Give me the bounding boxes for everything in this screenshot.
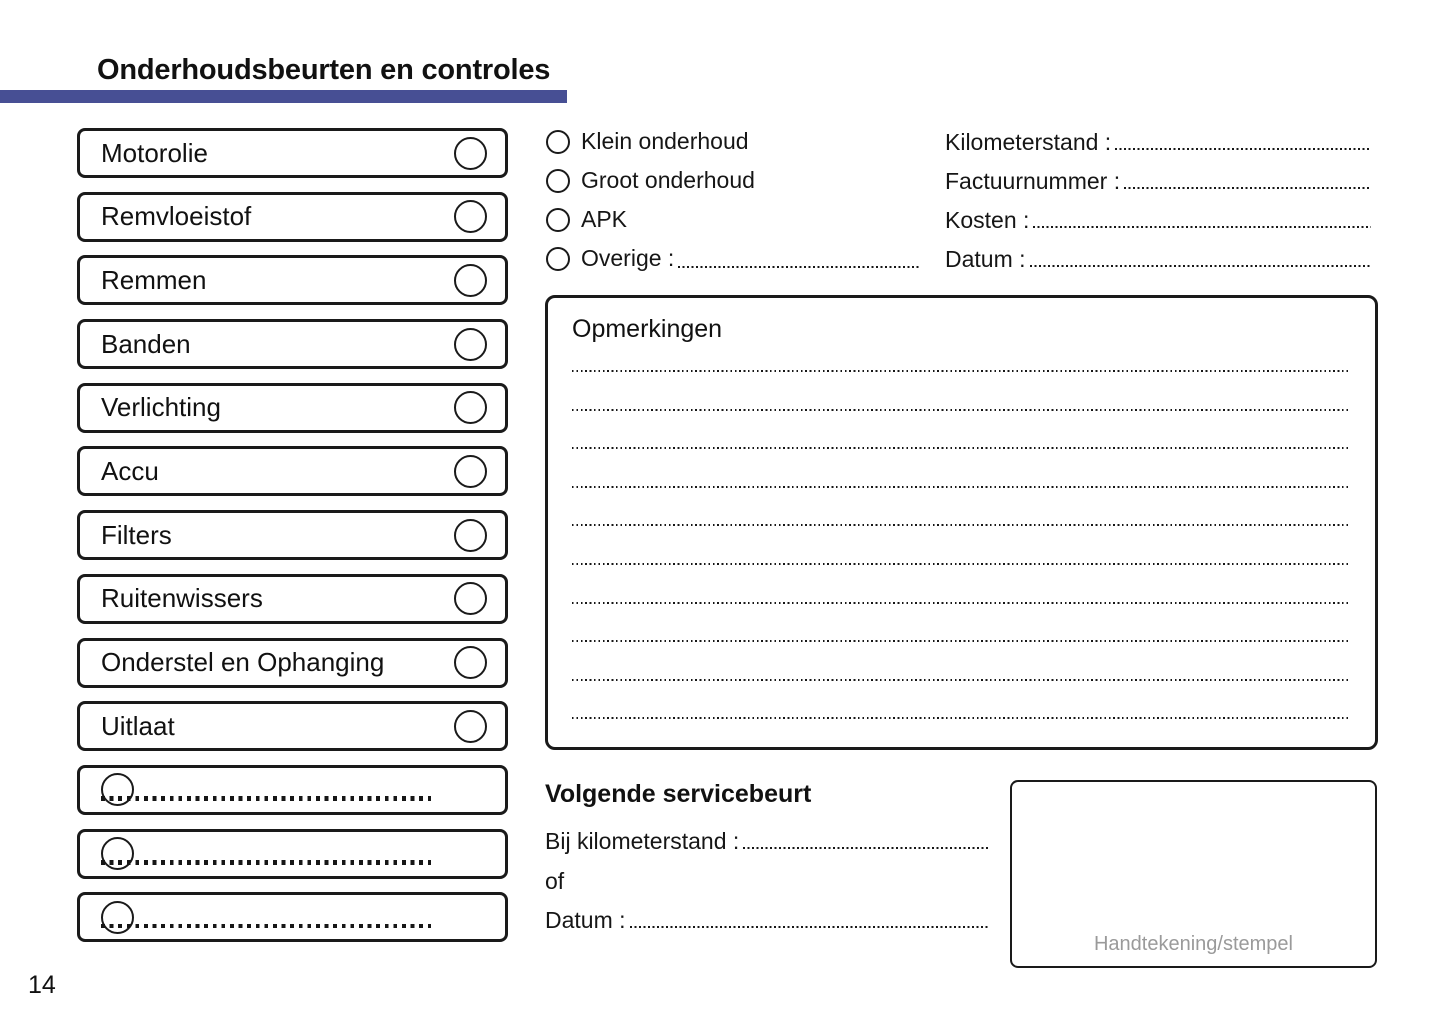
- write-in-line[interactable]: [1124, 187, 1371, 189]
- check-item-blank: [77, 829, 508, 879]
- check-item-label: Accu: [101, 455, 159, 486]
- check-item: [77, 383, 508, 433]
- service-type-label: Klein onderhoud: [581, 128, 749, 154]
- invoice-field-label: Kosten :: [945, 207, 1030, 233]
- service-type-option: [546, 128, 920, 155]
- next-service-field-label: Datum :: [545, 907, 626, 934]
- next-service-field-label: of: [545, 867, 565, 894]
- check-item: [77, 192, 508, 242]
- checkbox-circle[interactable]: [454, 710, 487, 743]
- check-item-label: Banden: [101, 328, 191, 359]
- check-item-label: Filters: [101, 519, 172, 550]
- invoice-field-label: Datum :: [945, 246, 1026, 272]
- check-item: [77, 446, 508, 496]
- invoice-field: [945, 207, 1371, 234]
- title-underline-bar: [0, 90, 567, 103]
- remarks-box: [545, 295, 1378, 750]
- page-title: Onderhoudsbeurten en controles: [97, 54, 551, 86]
- service-type-label: Groot onderhoud: [581, 167, 755, 193]
- checkbox-circle[interactable]: [454, 328, 487, 361]
- service-type-label: Overige :: [581, 245, 675, 271]
- checkbox-circle[interactable]: [454, 455, 487, 488]
- next-service-field-label: Bij kilometerstand :: [545, 828, 740, 854]
- radio-circle[interactable]: [546, 247, 570, 271]
- check-item: [77, 128, 508, 178]
- checkbox-circle[interactable]: [454, 646, 487, 679]
- checkbox-circle[interactable]: [101, 837, 134, 870]
- write-in-line[interactable]: [743, 847, 990, 849]
- check-item: [77, 255, 508, 305]
- write-in-line[interactable]: [1033, 226, 1371, 228]
- signature-box[interactable]: [1010, 780, 1377, 968]
- next-service-rows: [545, 828, 990, 934]
- write-in-line[interactable]: [572, 602, 1351, 604]
- invoice-field: [945, 246, 1371, 273]
- write-in-line[interactable]: [572, 486, 1351, 488]
- write-in-line[interactable]: [630, 926, 990, 928]
- check-item-label: Remvloeistof: [101, 201, 252, 232]
- service-type-option: [546, 206, 920, 233]
- next-service-field: [545, 828, 990, 855]
- service-type-option: [546, 245, 920, 272]
- write-in-line[interactable]: [1030, 265, 1371, 267]
- invoice-field-label: Factuurnummer :: [945, 168, 1121, 194]
- write-in-line[interactable]: [101, 796, 431, 801]
- checklist: [77, 128, 508, 942]
- radio-circle[interactable]: [546, 130, 570, 154]
- write-in-line[interactable]: [678, 266, 920, 268]
- checkbox-circle[interactable]: [454, 200, 487, 233]
- next-service-title: Volgende servicebeurt: [545, 780, 812, 808]
- check-item-label: Motorolie: [101, 137, 208, 168]
- page-number: 14: [28, 971, 56, 999]
- check-item-blank: [77, 765, 508, 815]
- check-item: [77, 638, 508, 688]
- write-in-line[interactable]: [572, 447, 1351, 449]
- check-item: [77, 574, 508, 624]
- check-item-blank: [77, 892, 508, 942]
- check-item-label: Ruitenwissers: [101, 583, 263, 614]
- next-service-field: [545, 868, 990, 895]
- next-service-field: [545, 907, 990, 934]
- checkbox-circle[interactable]: [454, 391, 487, 424]
- service-type-label: APK: [581, 206, 628, 232]
- write-in-line[interactable]: [572, 563, 1351, 565]
- checkbox-circle[interactable]: [454, 519, 487, 552]
- check-item-label: Onderstel en Ophanging: [101, 647, 385, 677]
- checkbox-circle[interactable]: [101, 773, 134, 806]
- write-in-line[interactable]: [572, 524, 1351, 526]
- check-item-label: Uitlaat: [101, 710, 175, 741]
- invoice-field: [945, 168, 1371, 195]
- invoice-fields: [945, 129, 1371, 273]
- write-in-line[interactable]: [572, 679, 1351, 681]
- checkbox-circle[interactable]: [454, 582, 487, 615]
- invoice-field: [945, 129, 1371, 156]
- write-in-line[interactable]: [572, 640, 1351, 642]
- checkbox-circle[interactable]: [454, 264, 487, 297]
- write-in-line[interactable]: [572, 717, 1351, 719]
- write-in-line[interactable]: [1115, 148, 1371, 150]
- checkbox-circle[interactable]: [454, 137, 487, 170]
- write-in-line[interactable]: [572, 409, 1351, 411]
- write-in-line[interactable]: [101, 860, 431, 865]
- write-in-line[interactable]: [101, 924, 431, 929]
- next-service-section: [545, 780, 990, 934]
- check-item: [77, 510, 508, 560]
- service-type-options: [546, 128, 920, 272]
- check-item: [77, 319, 508, 369]
- check-item-label: Remmen: [101, 264, 207, 295]
- check-item-label: Verlichting: [101, 392, 221, 423]
- write-in-line[interactable]: [572, 370, 1351, 372]
- remarks-title: Opmerkingen: [572, 315, 723, 343]
- check-item: [77, 701, 508, 751]
- signature-label: Handtekening/stempel: [1093, 933, 1293, 955]
- radio-circle[interactable]: [546, 208, 570, 232]
- checkbox-circle[interactable]: [101, 901, 134, 934]
- remarks-lines: [572, 370, 1351, 756]
- invoice-field-label: Kilometerstand :: [945, 129, 1112, 155]
- radio-circle[interactable]: [546, 169, 570, 193]
- service-type-option: [546, 167, 920, 194]
